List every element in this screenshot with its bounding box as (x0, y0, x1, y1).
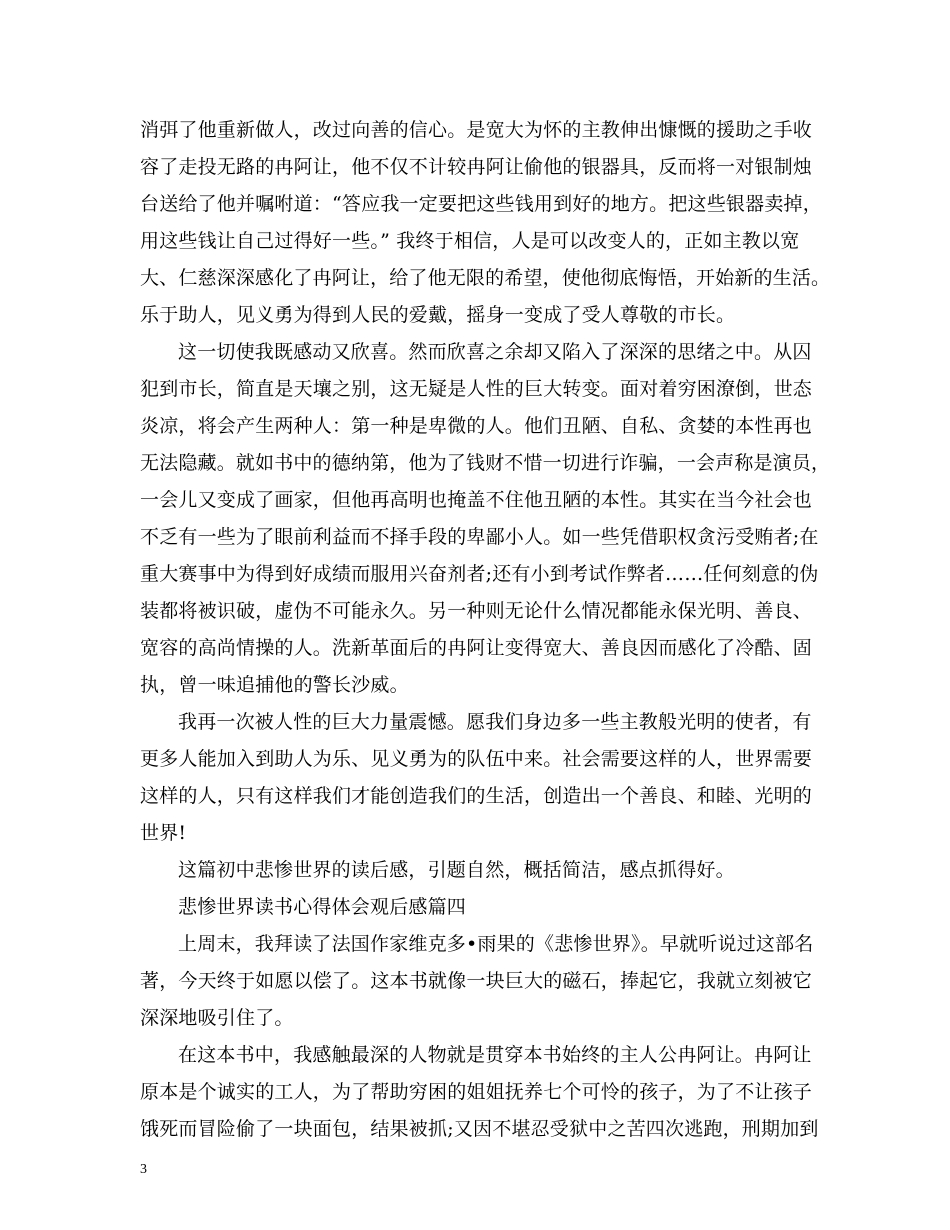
text-line: 这样的人，只有这样我们才能创造我们的生活，创造出一个善良、和睦、光明的 (140, 785, 813, 807)
text-line: 装都将被识破，虚伪不可能永久。另一种则无论什么情况都能永保光明、善良、 (140, 600, 813, 622)
text-line: 台送给了他并嘱咐道：“答应我一定要把这些钱用到好的地方。把这些银器卖掉， (140, 193, 822, 215)
text-line: 乐于助人，见义勇为得到人民的爱戴，摇身一变成了受人尊敬的市长。 (140, 304, 736, 326)
text-line: 饿死而冒险偷了一块面包，结果被抓;又因不堪忍受狱中之苦四次逃跑，刑期加到 (140, 1118, 819, 1140)
text-line: 容了走投无路的冉阿让，他不仅不计较冉阿让偷他的银器具，反而将一对银制烛 (140, 156, 813, 178)
text-line: 在这本书中，我感触最深的人物就是贯穿本书始终的主人公冉阿让。冉阿让 (178, 1044, 812, 1066)
text-line: 用这些钱让自己过得好一些。” 我终于相信，人是可以改变人的，正如主教以宽 (140, 230, 800, 252)
page-number: 3 (140, 1162, 147, 1177)
text-line: 这篇初中悲惨世界的读后感，引题自然，概括简洁，感点抓得好。 (178, 859, 735, 881)
text-line: 重大赛事中为得到好成绩而服用兴奋剂者;还有小到考试作弊者……任何刻意的伪 (140, 563, 819, 585)
text-line: 不乏有一些为了眼前利益而不择手段的卑鄙小人。如一些凭借职权贪污受贿者;在 (140, 526, 819, 548)
text-line: 一会儿又变成了画家，但他再高明也掩盖不住他丑陋的本性。其实在当今社会也 (140, 489, 813, 511)
text-line: 炎凉，将会产生两种人：第一种是卑微的人。他们丑陋、自私、贪婪的本性再也 (140, 415, 813, 437)
text-line: 我再一次被人性的巨大力量震憾。愿我们身边多一些主教般光明的使者，有 (178, 711, 812, 733)
text-line: 犯到市长，简直是天壤之别，这无疑是人性的巨大转变。面对着穷困潦倒，世态 (140, 378, 813, 400)
text-line: 悲惨世界读书心得体会观后感篇四 (178, 896, 467, 918)
text-line: 著，今天终于如愿以偿了。这本书就像一块巨大的磁石，捧起它，我就立刻被它 (140, 970, 813, 992)
text-line: 消弭了他重新做人，改过向善的信心。是宽大为怀的主教伸出慷慨的援助之手收 (140, 119, 813, 141)
text-line: 这一切使我既感动又欣喜。然而欣喜之余却又陷入了深深的思绪之中。从囚 (178, 341, 812, 363)
text-line: 世界! (140, 822, 187, 844)
text-line: 深深地吸引住了。 (140, 1007, 294, 1029)
text-line: 大、仁慈深深感化了冉阿让，给了他无限的希望，使他彻底悔悟，开始新的生活。 (140, 267, 831, 289)
text-line: 执，曾一味追捕他的警长沙威。 (140, 674, 409, 696)
text-line: 上周末，我拜读了法国作家维克多•雨果的《悲惨世界》。早就听说过这部名 (178, 933, 814, 955)
body-text (140, 112, 830, 1148)
text-line: 无法隐藏。就如书中的德纳第，他为了钱财不惜一切进行诈骗，一会声称是演员， (140, 452, 831, 474)
text-line: 更多人能加入到助人为乐、见义勇为的队伍中来。社会需要这样的人，世界需要 (140, 748, 813, 770)
text-line: 宽容的高尚情操的人。洗新革面后的冉阿让变得宽大、善良因而感化了冷酷、固 (140, 637, 813, 659)
text-line: 原本是个诚实的工人，为了帮助穷困的姐姐抚养七个可怜的孩子，为了不让孩子 (140, 1081, 813, 1103)
